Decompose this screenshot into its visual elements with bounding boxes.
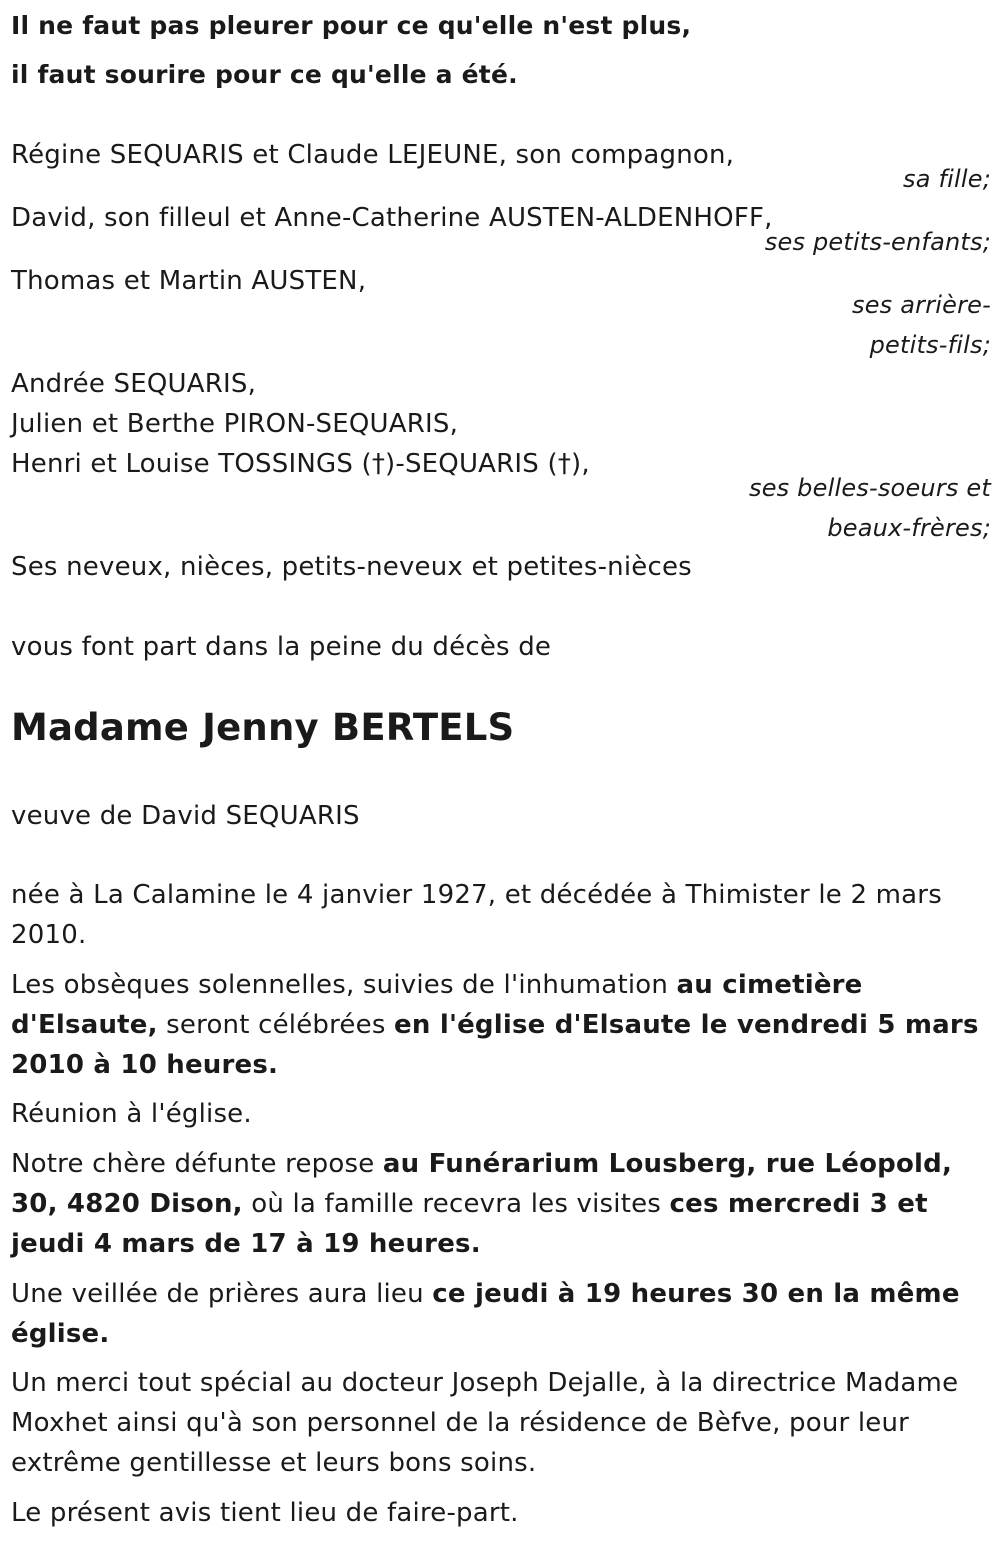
family-inlaw-1: Andrée SEQUARIS, bbox=[11, 369, 257, 399]
relation-great-grandchildren-2: petits-fils; bbox=[869, 331, 991, 359]
relation-daughter: sa fille; bbox=[903, 165, 991, 193]
funeral-text-1: Les obsèques solennelles, suivies de l'inhumation bbox=[11, 970, 677, 1000]
relation-grandchildren: ses petits-enfants; bbox=[764, 228, 991, 256]
vigil-text-1: Une veillée de prières aura lieu bbox=[11, 1279, 433, 1309]
reunion: Réunion à l'église. bbox=[11, 1099, 252, 1129]
family-daughter: Régine SEQUARIS et Claude LEJEUNE, son compagnon, bbox=[11, 140, 735, 170]
family-inlaw-2: Julien et Berthe PIRON-SEQUARIS, bbox=[11, 409, 459, 439]
relation-inlaws-2: beaux-frères; bbox=[827, 514, 991, 542]
repose-text-2: où la famille recevra les visites bbox=[242, 1189, 670, 1219]
widow-of: veuve de David SEQUARIS bbox=[11, 801, 360, 831]
family-great-grandchildren: Thomas et Martin AUSTEN, bbox=[11, 266, 367, 296]
vigil-paragraph bbox=[11, 1274, 991, 1354]
repose-funerarium: au Funérarium Lousberg, rue Léopold, 30, 4820 Dison, bbox=[11, 1149, 953, 1219]
family-inlaw-3: Henri et Louise TOSSINGS (†)-SEQUARIS (†), bbox=[11, 449, 590, 479]
repose-text-1: Notre chère défunte repose bbox=[11, 1149, 383, 1179]
funeral-paragraph bbox=[11, 965, 991, 1085]
repose-paragraph bbox=[11, 1144, 991, 1264]
epigraph-line-2: il faut sourire pour ce qu'elle a été. bbox=[11, 60, 518, 89]
announcement: vous font part dans la peine du décès de bbox=[11, 632, 552, 662]
funeral-text-2: seront célébrées bbox=[157, 1010, 395, 1040]
family-nephews: Ses neveux, nièces, petits-neveux et petites-nièces bbox=[11, 552, 692, 582]
relation-inlaws-1: ses belles-soeurs et bbox=[748, 474, 991, 502]
repose-visits: ces mercredi 3 et jeudi 4 mars de 17 à 19 heures. bbox=[11, 1189, 928, 1259]
deceased-name: Madame Jenny BERTELS bbox=[11, 706, 515, 749]
funeral-cemetery: au cimetière d'Elsaute, bbox=[11, 970, 863, 1040]
funeral-church-date: en l'église d'Elsaute le vendredi 5 mars 2010 à 10 heures. bbox=[11, 1010, 979, 1080]
thanks-paragraph: Un merci tout spécial au docteur Joseph Dejalle, à la directrice Madame Moxhet ainsi qu'à son personnel de la résidence de Bèfve, pour leur extrême gentillesse et leurs bons soins. bbox=[11, 1368, 959, 1478]
epigraph-line-1: Il ne faut pas pleurer pour ce qu'elle n'est plus, bbox=[11, 11, 692, 40]
birth-death: née à La Calamine le 4 janvier 1927, et décédée à Thimister le 2 mars 2010. bbox=[11, 880, 942, 950]
family-grandchildren: David, son filleul et Anne-Catherine AUSTEN-ALDENHOFF, bbox=[11, 203, 773, 233]
relation-great-grandchildren-1: ses arrière- bbox=[852, 291, 991, 319]
closing: Le présent avis tient lieu de faire-part. bbox=[11, 1498, 519, 1528]
vigil-time-place: ce jeudi à 19 heures 30 en la même église. bbox=[11, 1279, 960, 1349]
